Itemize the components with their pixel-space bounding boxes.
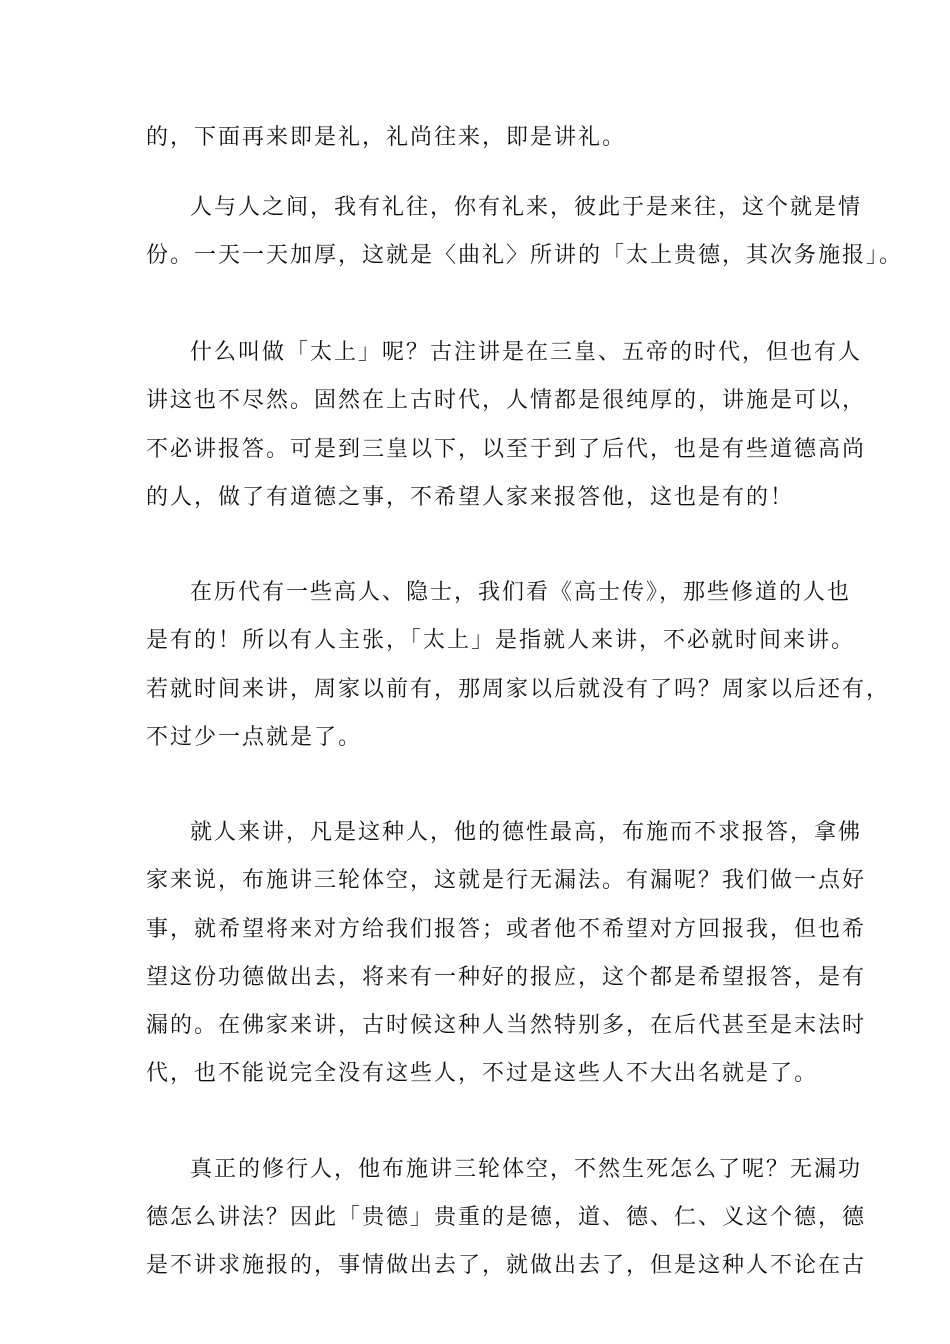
text-line: 事，就希望将来对方给我们报答；或者他不希望对方回报我，但也希 <box>146 917 867 942</box>
paragraph-first-line: 在历代有一些高人、隐士，我们看《高士传》，那些修道的人也 <box>190 580 852 605</box>
paragraph-first-line: 人与人之间，我有礼往，你有礼来，彼此于是来往，这个就是情 <box>190 195 863 220</box>
text-line: 若就时间来讲，周家以前有，那周家以后就没有了吗？周家以后还有， <box>146 677 891 702</box>
text-line: 漏的。在佛家来讲，古时候这种人当然特别多，在后代甚至是末法时 <box>146 1013 867 1038</box>
text-line: 代，也不能说完全没有这些人，不过是这些人不大出名就是了。 <box>146 1061 819 1086</box>
text-line: 的，下面再来即是礼，礼尚往来，即是讲礼。 <box>146 125 627 150</box>
text-line: 是不讲求施报的，事情做出去了，就做出去了，但是这种人不论在古 <box>146 1253 867 1278</box>
text-line: 的人，做了有道德之事，不希望人家来报答他，这也是有的！ <box>146 485 795 510</box>
text-line: 讲这也不尽然。固然在上古时代，人情都是很纯厚的，讲施是可以， <box>146 388 867 413</box>
text-line: 家来说，布施讲三轮体空，这就是行无漏法。有漏呢？我们做一点好 <box>146 868 867 893</box>
text-line: 望这份功德做出去，将来有一种好的报应，这个都是希望报答，是有 <box>146 965 867 990</box>
text-line: 德怎么讲法？因此「贵德」贵重的是德，道、德、仁、义这个德，德 <box>146 1205 867 1230</box>
text-line: 是有的！所以有人主张，「太上」是指就人来讲，不必就时间来讲。 <box>146 628 856 653</box>
text-line: 份。一天一天加厚，这就是〈曲礼〉所讲的「太上贵德，其次务施报」。 <box>146 243 904 268</box>
paragraph-first-line: 什么叫做「太上」呢？古注讲是在三皇、五帝的时代，但也有人 <box>190 340 863 365</box>
paragraph-first-line: 真正的修行人，他布施讲三轮体空，不然生死怎么了呢？无漏功 <box>190 1157 863 1182</box>
text-line: 不必讲报答。可是到三皇以下，以至于到了后代，也是有些道德高尚 <box>146 437 867 462</box>
text-line: 不过少一点就是了。 <box>146 725 363 750</box>
paragraph-first-line: 就人来讲，凡是这种人，他的德性最高，布施而不求报答，拿佛 <box>190 820 863 845</box>
